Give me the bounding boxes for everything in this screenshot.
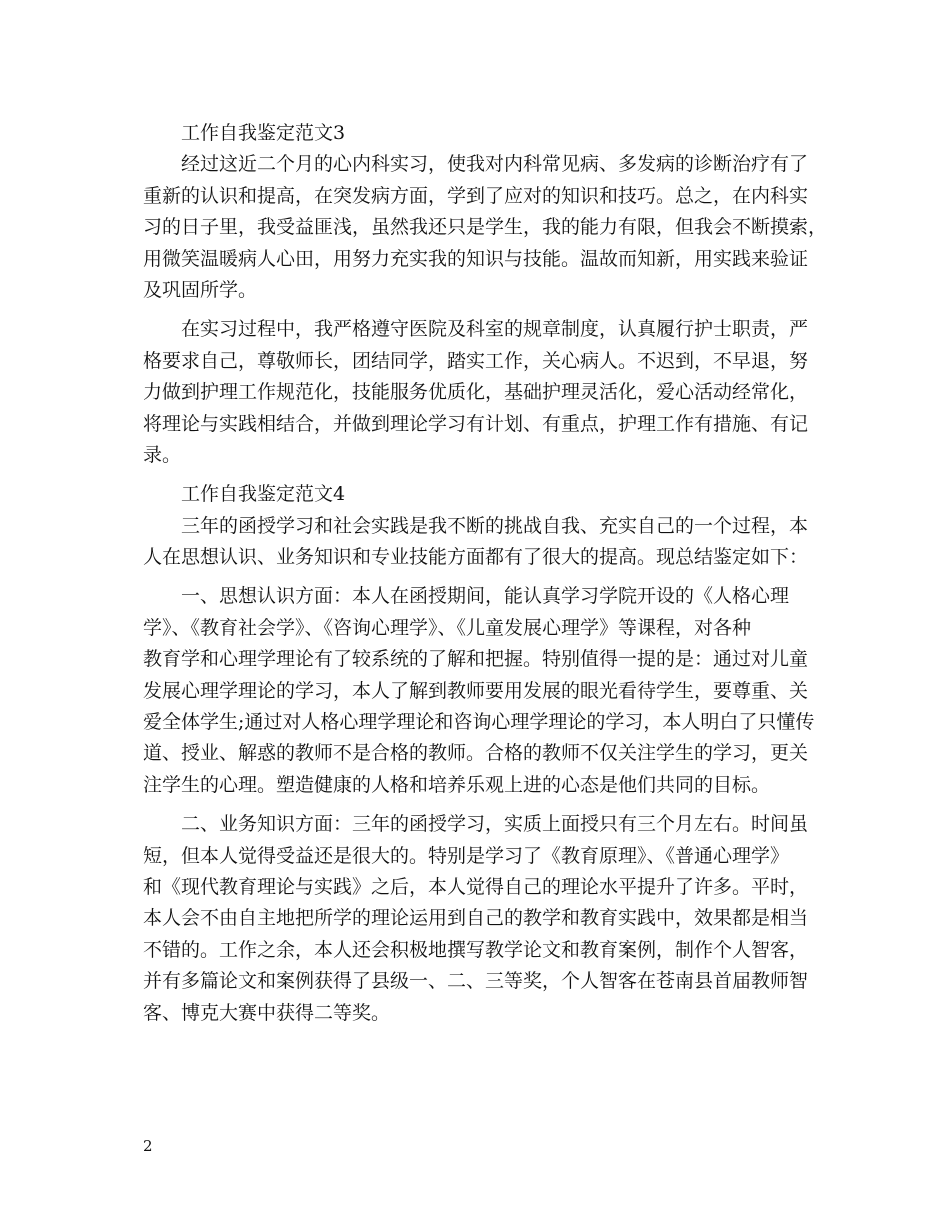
heading-text: 工作自我鉴定范文3 bbox=[181, 122, 346, 144]
paragraph-line: 短，但本人觉得受益还是很大的。特别是学习了《教育原理》、《普通心理学》 bbox=[143, 844, 790, 867]
paragraph bbox=[143, 809, 813, 1029]
paragraph-line: 三年的函授学习和社会实践是我不断的挑战自我、充实自己的一个过程，本 bbox=[181, 514, 809, 537]
paragraph-line: 人在思想认识、业务知识和专业技能方面都有了很大的提高。现总结鉴定如下： bbox=[143, 546, 809, 569]
heading-text: 工作自我鉴定范文4 bbox=[181, 483, 346, 506]
document-body bbox=[143, 118, 828, 1029]
paragraph-line: 发展心理学理论的学习，本人了解到教师要用发展的眼光看待学生，要尊重、关 bbox=[143, 679, 809, 702]
paragraph-line: 在实习过程中，我严格遵守医院及科室的规章制度，认真履行护士职责，严 bbox=[181, 318, 809, 341]
paragraph-line: 不错的。工作之余，本人还会积极地撰写教学论文和教育案例，制作个人智客， bbox=[143, 938, 809, 961]
paragraph bbox=[143, 581, 813, 801]
paragraph-line: 习的日子里，我受益匪浅，虽然我还只是学生，我的能力有限，但我会不断摸索， bbox=[143, 216, 828, 239]
paragraph bbox=[143, 149, 828, 306]
paragraph-line: 教育学和心理学理论有了较系统的了解和把握。特别值得一提的是：通过对儿童 bbox=[143, 648, 809, 671]
paragraph-line: 二、业务知识方面：三年的函授学习，实质上面授只有三个月左右。时间虽 bbox=[181, 813, 809, 836]
paragraph-line: 并有多篇论文和案例获得了县级一、二、三等奖，个人智客在苍南县首届教师智 bbox=[143, 970, 809, 993]
paragraph-gap bbox=[143, 801, 813, 809]
paragraph-line: 本人会不由自主地把所学的理论运用到自己的教学和教育实践中，效果都是相当 bbox=[143, 907, 809, 930]
paragraph-line: 道、授业、解惑的教师不是合格的教师。合格的教师不仅关注学生的学习，更关 bbox=[143, 742, 809, 765]
paragraph-gap bbox=[143, 306, 813, 314]
paragraph-line: 用微笑温暖病人心田，用努力充实我的知识与技能。温故而知新，用实践来验证 bbox=[143, 247, 809, 270]
paragraph-line: 客、博克大赛中获得二等奖。 bbox=[143, 1001, 391, 1024]
section-heading bbox=[143, 118, 813, 149]
paragraph-line: 注学生的心理。塑造健康的人格和培养乐观上进的心态是他们共同的目标。 bbox=[143, 773, 771, 796]
paragraph-line: 学》、《教育社会学》、《咨询心理学》、《儿童发展心理学》等课程，对各种 bbox=[143, 616, 752, 639]
paragraph-line: 录。 bbox=[143, 443, 182, 466]
paragraph-line: 将理论与实践相结合，并做到理论学习有计划、有重点，护理工作有措施、有记 bbox=[143, 412, 809, 435]
paragraph-line: 及巩固所学。 bbox=[143, 278, 258, 301]
paragraph bbox=[143, 511, 813, 574]
paragraph-line: 一、思想认识方面：本人在函授期间，能认真学习学院开设的《人格心理 bbox=[181, 585, 790, 608]
paragraph bbox=[143, 314, 813, 471]
page-number: 2 bbox=[143, 1137, 153, 1155]
paragraph-line: 爱全体学生;通过对人格心理学理论和咨询心理学理论的学习，本人明白了只懂传 bbox=[143, 711, 815, 734]
paragraph-line: 格要求自己，尊敬师长，团结同学，踏实工作，关心病人。不迟到，不早退，努 bbox=[143, 349, 809, 372]
paragraph-gap bbox=[143, 573, 813, 581]
paragraph-line: 重新的认识和提高，在突发病方面，学到了应对的知识和技巧。总之，在内科实 bbox=[143, 184, 809, 207]
paragraph-line: 和《现代教育理论与实践》之后，本人觉得自己的理论水平提升了许多。平时， bbox=[143, 875, 809, 898]
paragraph-line: 力做到护理工作规范化，技能服务优质化，基础护理灵活化，爱心活动经常化， bbox=[143, 381, 809, 404]
paragraph-line: 经过这近二个月的心内科实习，使我对内科常见病、多发病的诊断治疗有了 bbox=[181, 153, 809, 176]
section-heading bbox=[143, 479, 813, 510]
paragraph-gap bbox=[143, 471, 813, 479]
